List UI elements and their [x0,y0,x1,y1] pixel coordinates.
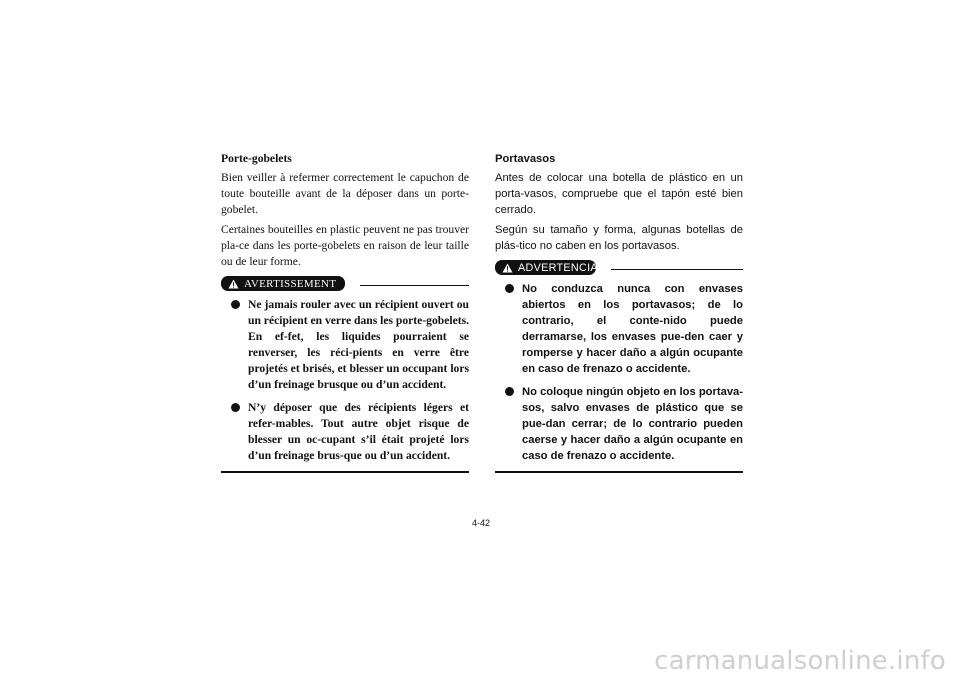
warning-text-es-1: No conduzca nunca con envases abiertos en los portavasos; de lo contrario, el conte-nido puede derramarse, los envases pue-den caer y romperse y hacer daño a algún ocupante en caso de frenazo o accidente. [522,283,743,375]
warning-label-es: ADVERTENCIA [518,261,598,274]
warning-end-rule-es [495,471,743,473]
list-item [495,281,743,377]
page-number: 4-42 [472,518,491,528]
list-item [221,400,469,464]
paragraph-es-2: Según su tamaño y forma, algunas botellas de plás-tico no caben en los portavasos. [495,224,743,252]
warning-text-es-2: No coloque ningún objeto en los portava-sos, salvo envases de plástico que se pue-dan cerrar; de lo contrario pueden caerse y hacer daño a algún ocupante en caso de frenazo o accidente. [522,386,743,462]
warning-end-rule-fr [221,471,469,473]
paragraph-es-1: Antes de colocar una botella de plástico en un porta-vasos, compruebe que el tapón esté bien cerrado. [495,172,743,216]
list-item [221,297,469,393]
bullet-dot-icon [505,284,514,293]
french-column [221,151,469,473]
warning-triangle-icon [228,279,239,289]
bullet-dot-icon [231,300,240,309]
spanish-column [495,151,743,473]
warning-rule-es [611,269,743,270]
warning-rule-fr [360,285,469,286]
bullet-dot-icon [231,403,240,412]
warning-text-fr-1: Ne jamais rouler avec un récipient ouvert ou un récipient en verre dans les porte-gobelets. En ef-fet, les liquides pourraient se renverser, les réci-pients en verre être projetés et brisés, et blesser un occupant lors d’un freinage brusque ou d’un accident. [248,298,470,391]
warning-text-fr-2: N’y déposer que des récipients légers et refer-mables. Tout autre objet risque de blesser un oc-cupant s’il était projeté lors d’un freinage brus-que ou d’un accident. [248,401,469,462]
bullet-dot-icon [505,387,514,396]
section-title-es: Portavasos [495,153,556,165]
list-item [495,384,743,464]
section-title-fr: Porte-gobelets [221,152,292,165]
paragraph-fr-1: Bien veiller à refermer correctement le capuchon de toute bouteille avant de la déposer dans un porte-gobelet. [221,171,469,216]
paragraph-fr-2: Certaines bouteilles en plastic peuvent ne pas trouver pla-ce dans les porte-gobelets en raison de leur taille ou de leur forme. [221,223,469,268]
watermark: carmanualsonline.info [654,646,946,676]
warning-badge-es [495,260,596,275]
warning-label-fr: AVERTISSEMENT [244,277,337,290]
warning-header-fr [221,276,469,291]
warning-header-es [495,260,743,275]
warning-badge-fr [221,276,345,291]
warning-triangle-icon [502,263,513,273]
